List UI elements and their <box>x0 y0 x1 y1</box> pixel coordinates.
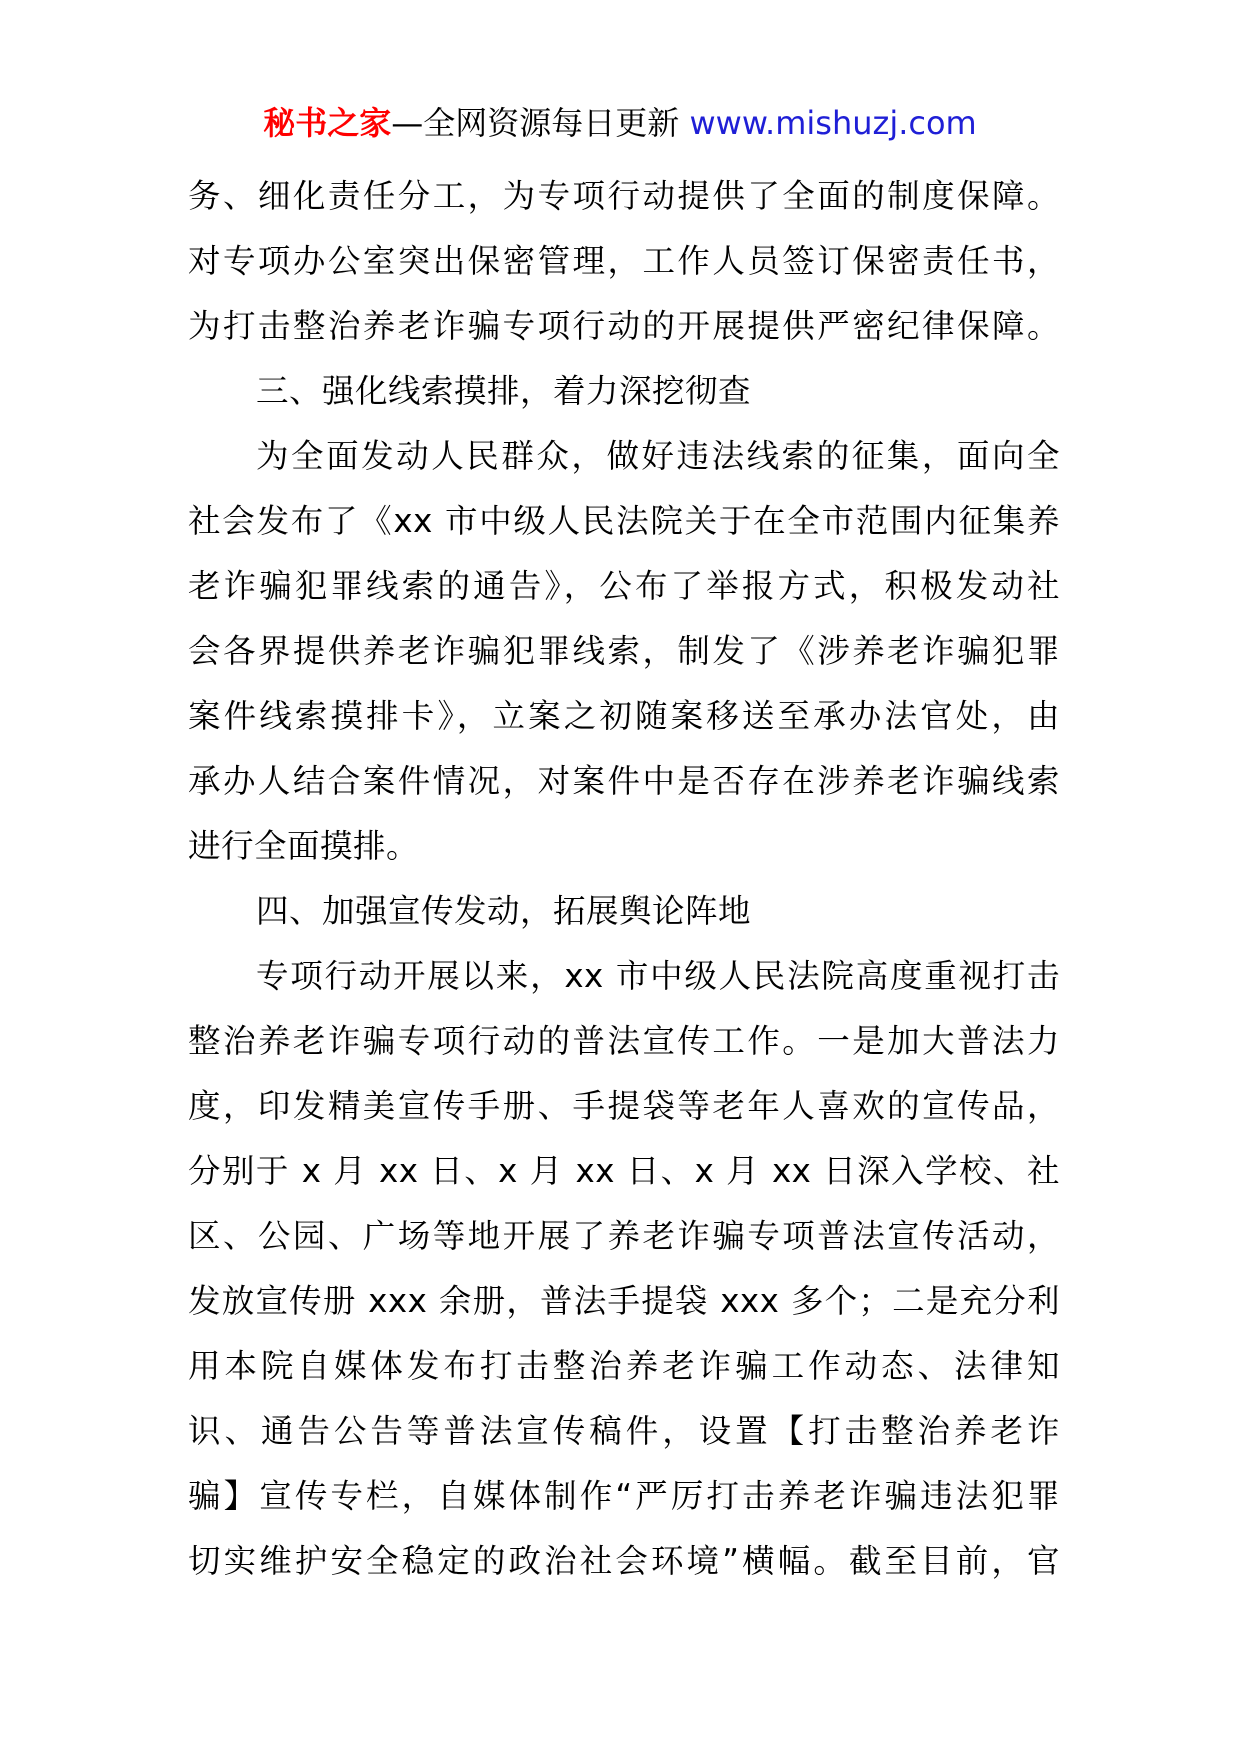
paragraph-line: 务、细化责任分工，为专项行动提供了全面的制度保障。 <box>188 177 1060 215</box>
page-header <box>0 98 1240 148</box>
paragraph-line: 案件线索摸排卡》，立案之初随案移送至承办法官处，由 <box>188 697 1060 735</box>
paragraph-line: 社会发布了《xx 市中级人民法院关于在全市范围内征集养 <box>188 502 1060 540</box>
paragraph-line: 识、通告公告等普法宣传稿件，设置【打击整治养老诈 <box>188 1412 1060 1450</box>
paragraph-line: 对专项办公室突出保密管理，工作人员签订保密责任书， <box>188 242 1060 280</box>
paragraph-line: 进行全面摸排。 <box>188 827 420 865</box>
paragraph-line: 会各界提供养老诈骗犯罪线索，制发了《涉养老诈骗犯罪 <box>188 632 1060 670</box>
header-tagline: —全网资源每日更新 <box>391 104 690 142</box>
document-body <box>188 164 1060 1594</box>
paragraph-line: 区、公园、广场等地开展了养老诈骗专项普法宣传活动， <box>188 1217 1060 1255</box>
section-heading: 三、强化线索摸排，着力深挖彻查 <box>256 372 752 410</box>
paragraph-line: 为全面发动人民群众，做好违法线索的征集，面向全 <box>256 437 1060 475</box>
paragraph-line: 分别于 x 月 xx 日、x 月 xx 日、x 月 xx 日深入学校、社 <box>188 1152 1060 1190</box>
paragraph-line: 发放宣传册 xxx 余册，普法手提袋 xxx 多个；二是充分利 <box>188 1282 1060 1320</box>
paragraph-line: 整治养老诈骗专项行动的普法宣传工作。一是加大普法力 <box>188 1022 1060 1060</box>
paragraph-line: 度，印发精美宣传手册、手提袋等老年人喜欢的宣传品， <box>188 1087 1060 1125</box>
paragraph-line: 骗】宣传专栏，自媒体制作“严厉打击养老诈骗违法犯罪 <box>188 1477 1060 1515</box>
header-url-link[interactable]: www.mishuzj.com <box>689 104 977 142</box>
paragraph-line: 切实维护安全稳定的政治社会环境”横幅。截至目前，官 <box>188 1542 1060 1580</box>
header-brand: 秘书之家 <box>263 104 392 142</box>
paragraph-line: 老诈骗犯罪线索的通告》，公布了举报方式，积极发动社 <box>188 567 1060 605</box>
paragraph-line: 用本院自媒体发布打击整治养老诈骗工作动态、法律知 <box>188 1347 1060 1385</box>
section-heading: 四、加强宣传发动，拓展舆论阵地 <box>256 892 752 930</box>
paragraph-line: 承办人结合案件情况，对案件中是否存在涉养老诈骗线索 <box>188 762 1060 800</box>
paragraph-line: 为打击整治养老诈骗专项行动的开展提供严密纪律保障。 <box>188 307 1060 345</box>
paragraph-line: 专项行动开展以来，xx 市中级人民法院高度重视打击 <box>256 957 1060 995</box>
